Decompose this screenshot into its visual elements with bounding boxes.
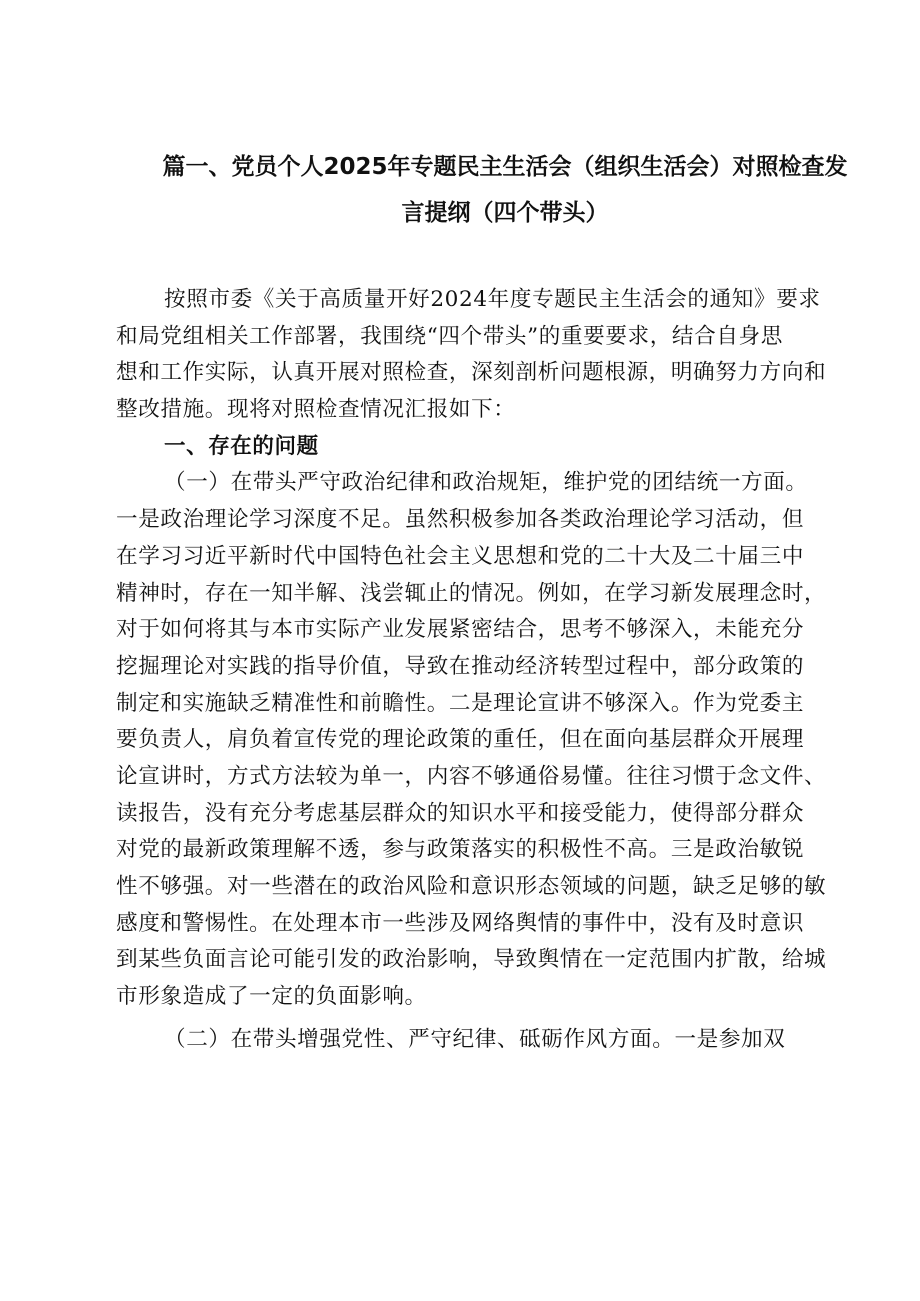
- paragraph-line: 对于如何将其与本市实际产业发展紧密结合，思考不够深入，未能充分: [116, 617, 805, 643]
- paragraph-line: 制定和实施缺乏精准性和前瞻性。二是理论宣讲不够深入。作为党委主: [116, 690, 805, 716]
- paragraph-line: 对党的最新政策理解不透，参与政策落实的积极性不高。三是政治敏锐: [116, 837, 805, 863]
- paragraph-line: 感度和警惕性。在处理本市一些涉及网络舆情的事件中，没有及时意识: [116, 910, 805, 936]
- paragraph-line: 论宣讲时，方式方法较为单一，内容不够通俗易懂。往往习惯于念文件、: [116, 763, 827, 789]
- intro-line: 和局党组相关工作部署，我围绕“四个带头”的重要要求，结合自身思: [116, 323, 783, 349]
- document-title: [115, 144, 895, 236]
- paragraph-line: 一是政治理论学习深度不足。虽然积极参加各类政治理论学习活动，但: [116, 507, 805, 533]
- intro-line: 按照市委《关于高质量开好2024年度专题民主生活会的通知》要求: [164, 287, 821, 312]
- paragraph-line: 到某些负面言论可能引发的政治影响，导致舆情在一定范围内扩散，给城: [116, 947, 827, 973]
- paragraph-line: 挖掘理论对实践的指导价值，导致在推动经济转型过程中，部分政策的: [116, 653, 805, 679]
- section-heading: 一、存在的问题: [164, 433, 319, 459]
- document-body: [116, 282, 846, 1058]
- paragraph-line: 性不够强。对一些潜在的政治风险和意识形态领域的问题，缺乏足够的敏: [116, 874, 827, 899]
- paragraph-line: （一）在带头严守政治纪律和政治规矩，维护党的团结统一方面。: [164, 470, 808, 496]
- paragraph-line: 精神时，存在一知半解、浅尝辄止的情况。例如，在学习新发展理念时，: [116, 580, 827, 606]
- intro-line: 整改措施。现将对照检查情况汇报如下：: [116, 397, 516, 423]
- intro-line: 想和工作实际，认真开展对照检查，深刻剖析问题根源，明确努力方向和: [116, 360, 827, 386]
- paragraph-line: 市形象造成了一定的负面影响。: [116, 984, 427, 1010]
- title-line-2: 言提纲（四个带头）: [401, 200, 609, 226]
- paragraph-line: 在学习习近平新时代中国特色社会主义思想和党的二十大及二十届三中: [116, 543, 805, 569]
- paragraph-line: （二）在带头增强党性、严守纪律、砥砺作风方面。一是参加双: [164, 1026, 786, 1052]
- paragraph-line: 要负责人，肩负着宣传党的理论政策的重任，但在面向基层群众开展理: [116, 727, 805, 753]
- paragraph-line: 读报告，没有充分考虑基层群众的知识水平和接受能力，使得部分群众: [116, 800, 805, 826]
- title-line-1: 篇一、党员个人2025年专题民主生活会（组织生活会）对照检查发: [162, 154, 848, 180]
